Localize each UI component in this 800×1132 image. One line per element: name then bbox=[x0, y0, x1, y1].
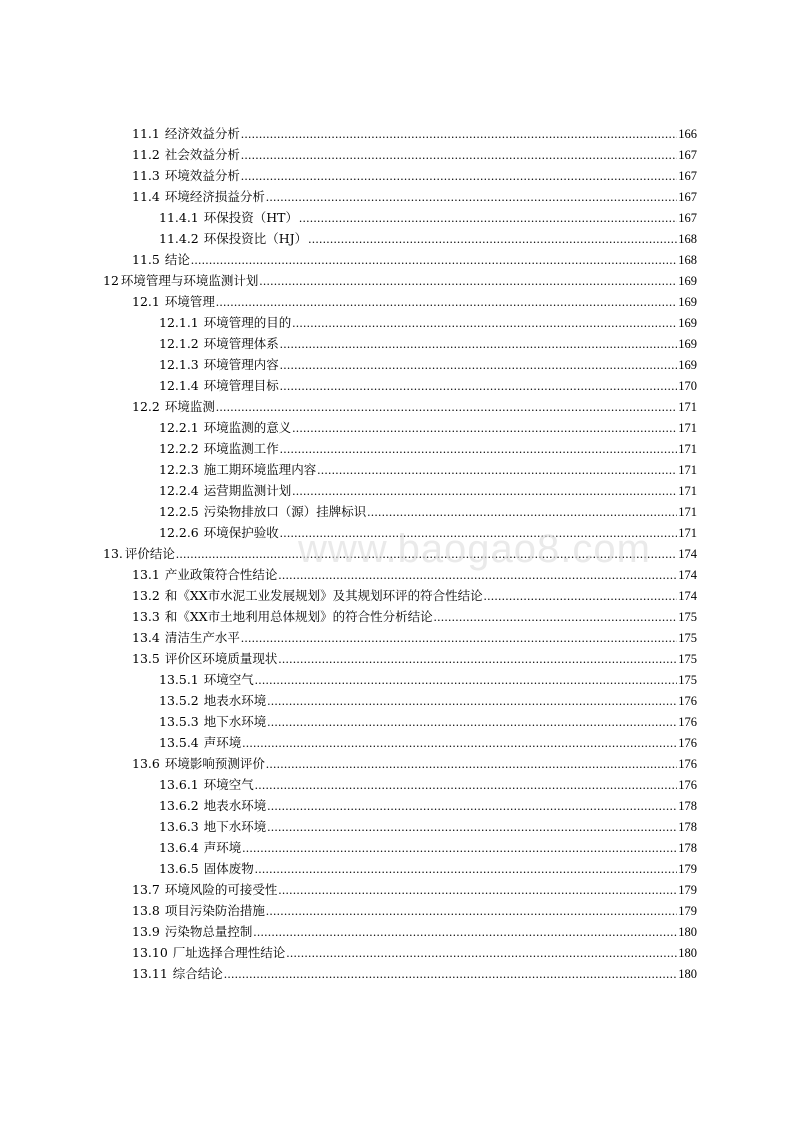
toc-entry-title: 环境管理与环境监测计划 bbox=[120, 273, 259, 288]
toc-entry-title: 环境管理目标 bbox=[203, 378, 279, 393]
toc-entry-title: 环境管理的目的 bbox=[203, 315, 292, 330]
toc-entry-number: 13.4 bbox=[132, 630, 160, 645]
toc-entry-number: 13.5.3 bbox=[159, 714, 199, 729]
toc-leader-dots bbox=[299, 208, 677, 229]
toc-entry-page: 174 bbox=[678, 547, 697, 561]
toc-entry[interactable] bbox=[159, 354, 697, 375]
toc-entry-number: 12.2.2 bbox=[159, 441, 199, 456]
toc-leader-dots bbox=[308, 229, 677, 250]
toc-entry-page: 174 bbox=[678, 589, 697, 603]
toc-entry-title: 环境经济损益分析 bbox=[164, 189, 265, 204]
toc-entry-title: 声环境 bbox=[203, 840, 242, 855]
toc-leader-dots bbox=[317, 460, 677, 481]
toc-entry-title: 和《XX市土地利用总体规划》的符合性分析结论 bbox=[164, 609, 433, 624]
toc-entry-title: 和《XX市水泥工业发展规划》及其规划环评的符合性结论 bbox=[164, 588, 483, 603]
toc-entry-number: 13.6.5 bbox=[159, 861, 199, 876]
toc-leader-dots bbox=[241, 124, 677, 145]
toc-leader-dots bbox=[259, 271, 677, 292]
toc-entry-number: 11.4.1 bbox=[159, 210, 199, 225]
toc-entry-title: 固体废物 bbox=[203, 861, 254, 876]
toc-entry[interactable] bbox=[132, 564, 697, 585]
toc-entry[interactable] bbox=[159, 312, 697, 333]
toc-entry-title: 清洁生产水平 bbox=[164, 630, 240, 645]
toc-entry-number: 12.1.1 bbox=[159, 315, 199, 330]
toc-entry-number: 12.1.2 bbox=[159, 336, 199, 351]
toc-leader-dots bbox=[191, 250, 677, 271]
toc-entry-page: 169 bbox=[678, 274, 697, 288]
toc-entry-number: 13.1 bbox=[132, 567, 160, 582]
toc-entry-title: 评价区环境质量现状 bbox=[164, 651, 278, 666]
toc-entry-page: 167 bbox=[678, 190, 697, 204]
toc-entry-page: 178 bbox=[678, 799, 697, 813]
toc-entry[interactable] bbox=[159, 207, 697, 228]
toc-entry-title: 声环境 bbox=[203, 735, 242, 750]
toc-entry-page: 174 bbox=[678, 568, 697, 582]
toc-entry-number: 13.6.4 bbox=[159, 840, 199, 855]
toc-entry-page: 168 bbox=[678, 232, 697, 246]
toc-entry-title: 地下水环境 bbox=[203, 819, 267, 834]
toc-entry-number: 13.9 bbox=[132, 924, 160, 939]
toc-entry-page: 176 bbox=[678, 715, 697, 729]
toc-leader-dots bbox=[278, 565, 677, 586]
toc-entry-page: 179 bbox=[678, 862, 697, 876]
toc-entry-title: 污染物总量控制 bbox=[164, 924, 253, 939]
toc-entry[interactable] bbox=[132, 879, 697, 900]
toc-entry-title: 地下水环境 bbox=[203, 714, 267, 729]
toc-leader-dots bbox=[280, 439, 677, 460]
toc-entry-title: 环境保护验收 bbox=[203, 525, 279, 540]
toc-entry-page: 171 bbox=[678, 526, 697, 540]
toc-entry[interactable] bbox=[132, 186, 697, 207]
table-of-contents bbox=[0, 123, 800, 984]
toc-leader-dots bbox=[278, 649, 677, 670]
toc-entry-number: 13.5.2 bbox=[159, 693, 199, 708]
toc-entry-page: 171 bbox=[678, 463, 697, 477]
toc-entry-title: 项目污染防治措施 bbox=[164, 903, 265, 918]
toc-entry-page: 169 bbox=[678, 358, 697, 372]
toc-entry-number: 13.11 bbox=[132, 966, 168, 981]
toc-entry-number: 12.1.3 bbox=[159, 357, 199, 372]
toc-entry-number: 13.6.1 bbox=[159, 777, 199, 792]
toc-entry[interactable] bbox=[159, 774, 697, 795]
toc-entry[interactable] bbox=[132, 963, 697, 984]
toc-entry[interactable] bbox=[159, 858, 697, 879]
toc-entry-page: 167 bbox=[678, 211, 697, 225]
toc-entry-title: 环境管理体系 bbox=[203, 336, 279, 351]
toc-entry-page: 170 bbox=[678, 379, 697, 393]
toc-entry[interactable] bbox=[159, 333, 697, 354]
toc-entry-page: 180 bbox=[678, 967, 697, 981]
toc-entry[interactable] bbox=[132, 627, 697, 648]
toc-entry[interactable] bbox=[159, 459, 697, 480]
toc-entry-page: 176 bbox=[678, 694, 697, 708]
toc-entry[interactable] bbox=[132, 942, 697, 963]
toc-leader-dots bbox=[216, 292, 677, 313]
toc-entry-number: 13.8 bbox=[132, 903, 160, 918]
toc-leader-dots bbox=[280, 523, 677, 544]
toc-entry-page: 175 bbox=[678, 673, 697, 687]
toc-leader-dots bbox=[280, 334, 677, 355]
toc-entry-page: 179 bbox=[678, 883, 697, 897]
toc-entry[interactable] bbox=[132, 291, 697, 312]
toc-entry-title: 环境监测工作 bbox=[203, 441, 279, 456]
toc-entry-number: 12.2.6 bbox=[159, 525, 199, 540]
toc-entry[interactable] bbox=[159, 711, 697, 732]
toc-entry[interactable] bbox=[132, 123, 697, 144]
toc-entry-page: 171 bbox=[678, 505, 697, 519]
toc-entry[interactable] bbox=[132, 585, 697, 606]
toc-entry[interactable] bbox=[159, 228, 697, 249]
toc-leader-dots bbox=[267, 691, 677, 712]
toc-entry-title: 社会效益分析 bbox=[164, 147, 240, 162]
toc-leader-dots bbox=[242, 733, 677, 754]
toc-entry-title: 环保投资（HT） bbox=[203, 210, 299, 225]
toc-leader-dots bbox=[367, 502, 677, 523]
toc-entry[interactable] bbox=[132, 900, 697, 921]
toc-leader-dots bbox=[253, 922, 677, 943]
toc-entry-title: 环境风险的可接受性 bbox=[164, 882, 278, 897]
toc-entry-page: 166 bbox=[678, 127, 697, 141]
toc-entry-page: 171 bbox=[678, 442, 697, 456]
toc-entry-title: 环境空气 bbox=[203, 777, 254, 792]
toc-entry[interactable] bbox=[132, 144, 697, 165]
toc-entry-page: 169 bbox=[678, 295, 697, 309]
toc-leader-dots bbox=[266, 901, 677, 922]
toc-leader-dots bbox=[278, 880, 677, 901]
toc-entry-number: 13.6.2 bbox=[159, 798, 199, 813]
toc-entry[interactable] bbox=[159, 837, 697, 858]
toc-leader-dots bbox=[255, 775, 677, 796]
toc-entry-title: 产业政策符合性结论 bbox=[164, 567, 278, 582]
toc-entry[interactable] bbox=[159, 795, 697, 816]
toc-entry-page: 175 bbox=[678, 652, 697, 666]
toc-entry-number: 13.6 bbox=[132, 756, 160, 771]
toc-entry-number: 12.1.4 bbox=[159, 378, 199, 393]
toc-leader-dots bbox=[241, 628, 677, 649]
toc-entry-page: 180 bbox=[678, 946, 697, 960]
toc-entry-page: 167 bbox=[678, 169, 697, 183]
toc-entry-title: 运营期监测计划 bbox=[203, 483, 292, 498]
toc-entry-title: 环境监测的意义 bbox=[203, 420, 292, 435]
toc-entry-title: 地表水环境 bbox=[203, 693, 267, 708]
toc-entry[interactable] bbox=[159, 522, 697, 543]
toc-entry-number: 12.2.1 bbox=[159, 420, 199, 435]
toc-entry-number: 13.2 bbox=[132, 588, 160, 603]
toc-entry[interactable] bbox=[159, 816, 697, 837]
toc-entry-number: 13.10 bbox=[132, 945, 168, 960]
toc-entry[interactable] bbox=[159, 669, 697, 690]
toc-entry-page: 180 bbox=[678, 925, 697, 939]
toc-leader-dots bbox=[216, 397, 677, 418]
toc-entry-number: 13.5.1 bbox=[159, 672, 199, 687]
toc-entry-page: 171 bbox=[678, 484, 697, 498]
toc-entry-title: 厂址选择合理性结论 bbox=[172, 945, 286, 960]
toc-entry[interactable] bbox=[132, 165, 697, 186]
toc-leader-dots bbox=[241, 145, 677, 166]
toc-entry[interactable] bbox=[159, 438, 697, 459]
toc-leader-dots bbox=[242, 838, 677, 859]
toc-entry-number: 12.2.5 bbox=[159, 504, 199, 519]
toc-entry-title: 污染物排放口（源）挂牌标识 bbox=[203, 504, 367, 519]
toc-entry-number: 12.2 bbox=[132, 399, 160, 414]
toc-entry-page: 169 bbox=[678, 337, 697, 351]
toc-entry-number: 11.2 bbox=[132, 147, 160, 162]
toc-leader-dots bbox=[241, 166, 677, 187]
toc-entry[interactable] bbox=[103, 270, 697, 291]
toc-leader-dots bbox=[292, 418, 677, 439]
toc-leader-dots bbox=[176, 544, 677, 565]
toc-entry-title: 经济效益分析 bbox=[164, 126, 240, 141]
toc-entry-number: 13. bbox=[103, 546, 123, 561]
toc-leader-dots bbox=[255, 670, 677, 691]
toc-entry-page: 169 bbox=[678, 316, 697, 330]
toc-entry-number: 12.2.4 bbox=[159, 483, 199, 498]
toc-leader-dots bbox=[484, 586, 678, 607]
toc-entry[interactable] bbox=[132, 648, 697, 669]
toc-entry-title: 环境空气 bbox=[203, 672, 254, 687]
toc-entry-page: 178 bbox=[678, 820, 697, 834]
toc-entry-number: 13.6.3 bbox=[159, 819, 199, 834]
toc-entry-page: 168 bbox=[678, 253, 697, 267]
toc-entry-page: 175 bbox=[678, 631, 697, 645]
toc-entry-title: 施工期环境监理内容 bbox=[203, 462, 317, 477]
toc-leader-dots bbox=[286, 943, 677, 964]
toc-leader-dots bbox=[280, 376, 677, 397]
toc-entry-page: 176 bbox=[678, 736, 697, 750]
toc-leader-dots bbox=[267, 712, 677, 733]
toc-entry-title: 结论 bbox=[164, 252, 190, 267]
toc-leader-dots bbox=[266, 187, 677, 208]
toc-entry-number: 13.5 bbox=[132, 651, 160, 666]
toc-entry-page: 178 bbox=[678, 841, 697, 855]
toc-entry[interactable] bbox=[132, 249, 697, 270]
toc-entry-page: 176 bbox=[678, 778, 697, 792]
toc-entry[interactable] bbox=[159, 732, 697, 753]
toc-entry-title: 环境影响预测评价 bbox=[164, 756, 265, 771]
toc-entry-page: 175 bbox=[678, 610, 697, 624]
toc-entry-number: 11.3 bbox=[132, 168, 160, 183]
toc-entry[interactable] bbox=[103, 543, 697, 564]
toc-entry[interactable] bbox=[159, 480, 697, 501]
toc-entry-number: 12.1 bbox=[132, 294, 160, 309]
toc-leader-dots bbox=[280, 355, 677, 376]
toc-leader-dots bbox=[224, 964, 677, 985]
toc-entry-page: 171 bbox=[678, 421, 697, 435]
toc-entry-title: 评价结论 bbox=[124, 546, 175, 561]
toc-entry-number: 13.3 bbox=[132, 609, 160, 624]
watermark: www.baogao8.com bbox=[298, 527, 651, 571]
toc-entry-page: 176 bbox=[678, 757, 697, 771]
toc-entry-title: 环保投资比（HJ） bbox=[203, 231, 308, 246]
toc-entry-number: 13.5.4 bbox=[159, 735, 199, 750]
toc-entry-page: 179 bbox=[678, 904, 697, 918]
toc-entry[interactable] bbox=[132, 753, 697, 774]
toc-entry-page: 171 bbox=[678, 400, 697, 414]
toc-entry-number: 11.4 bbox=[132, 189, 160, 204]
toc-entry-title: 环境管理内容 bbox=[203, 357, 279, 372]
toc-entry-number: 11.5 bbox=[132, 252, 160, 267]
toc-entry[interactable] bbox=[159, 501, 697, 522]
toc-entry[interactable] bbox=[132, 396, 697, 417]
toc-entry-title: 地表水环境 bbox=[203, 798, 267, 813]
toc-entry-title: 环境监测 bbox=[164, 399, 215, 414]
toc-entry[interactable] bbox=[159, 690, 697, 711]
toc-leader-dots bbox=[255, 859, 677, 880]
toc-entry-number: 11.1 bbox=[132, 126, 160, 141]
toc-entry-number: 13.7 bbox=[132, 882, 160, 897]
toc-entry[interactable] bbox=[159, 375, 697, 396]
toc-leader-dots bbox=[434, 607, 678, 628]
toc-leader-dots bbox=[267, 796, 677, 817]
toc-entry[interactable] bbox=[132, 606, 697, 627]
toc-entry-title: 环境效益分析 bbox=[164, 168, 240, 183]
toc-leader-dots bbox=[292, 313, 677, 334]
toc-entry[interactable] bbox=[132, 921, 697, 942]
toc-entry-number: 11.4.2 bbox=[159, 231, 199, 246]
toc-leader-dots bbox=[267, 817, 677, 838]
toc-leader-dots bbox=[266, 754, 677, 775]
toc-entry-number: 12 bbox=[103, 273, 119, 288]
toc-entry-title: 综合结论 bbox=[172, 966, 223, 981]
toc-entry-title: 环境管理 bbox=[164, 294, 215, 309]
toc-leader-dots bbox=[292, 481, 677, 502]
toc-entry[interactable] bbox=[159, 417, 697, 438]
toc-entry-number: 12.2.3 bbox=[159, 462, 199, 477]
toc-entry-page: 167 bbox=[678, 148, 697, 162]
